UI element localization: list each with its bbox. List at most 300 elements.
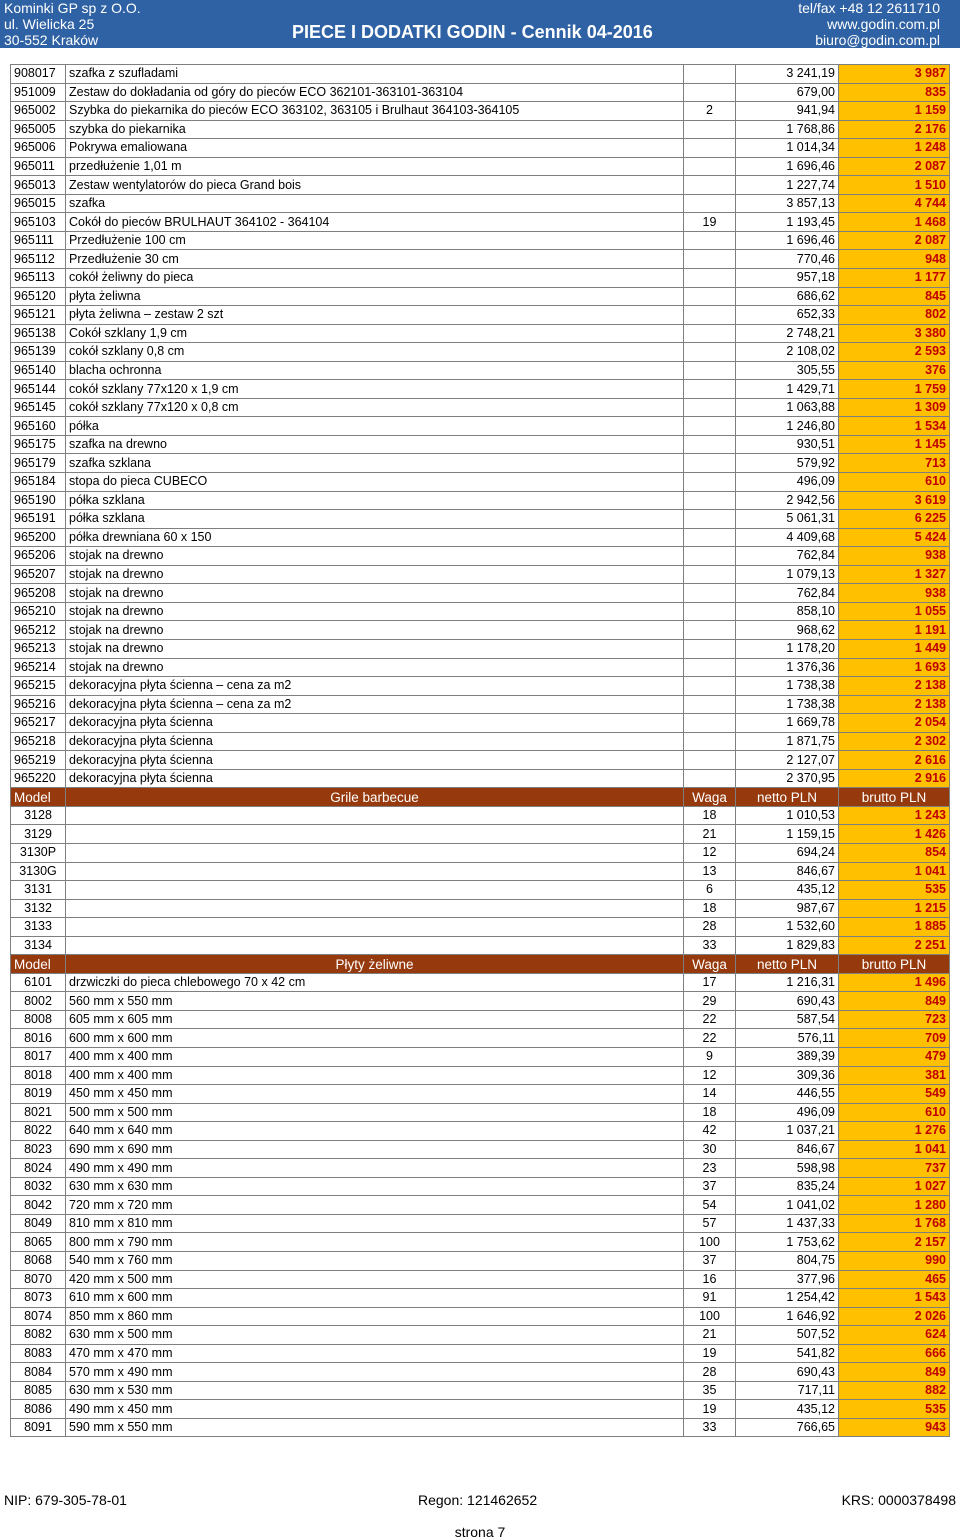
product-weight (684, 602, 736, 621)
price-netto: 1 010,53 (736, 806, 839, 825)
price-netto: 446,55 (736, 1085, 839, 1104)
price-brutto: 943 (839, 1418, 950, 1437)
product-code: 965208 (11, 584, 66, 603)
price-netto: 1 079,13 (736, 565, 839, 584)
product-code: 965145 (11, 398, 66, 417)
price-netto: 1 254,42 (736, 1289, 839, 1308)
footer-regon: Regon: 121462652 (418, 1492, 538, 1508)
table-row (11, 176, 950, 195)
product-code: 3130G (11, 862, 66, 881)
product-name: cokół szklany 77x120 x 1,9 cm (66, 380, 684, 399)
product-code: 965200 (11, 528, 66, 547)
product-weight: 54 (684, 1196, 736, 1215)
table-row (11, 1140, 950, 1159)
product-weight (684, 621, 736, 640)
product-code: 965139 (11, 343, 66, 362)
price-netto: 541,82 (736, 1344, 839, 1363)
product-name: szafka (66, 194, 684, 213)
product-weight (684, 677, 736, 696)
price-brutto: 1 215 (839, 899, 950, 918)
product-name: 640 mm x 640 mm (66, 1122, 684, 1141)
price-netto: 686,62 (736, 287, 839, 306)
product-code: 8068 (11, 1252, 66, 1271)
table-row (11, 621, 950, 640)
product-weight (684, 324, 736, 343)
price-brutto: 666 (839, 1344, 950, 1363)
product-code: 965013 (11, 176, 66, 195)
product-name: dekoracyjna płyta ścienna (66, 751, 684, 770)
col-header-brutto: brutto PLN (839, 955, 950, 974)
product-name: 690 mm x 690 mm (66, 1140, 684, 1159)
table-row (11, 639, 950, 658)
product-name: 570 mm x 490 mm (66, 1363, 684, 1382)
price-netto: 1 216,31 (736, 973, 839, 992)
price-netto: 496,09 (736, 473, 839, 492)
product-name: 810 mm x 810 mm (66, 1214, 684, 1233)
table-row (11, 380, 950, 399)
price-brutto: 2 157 (839, 1233, 950, 1252)
price-netto: 846,67 (736, 1140, 839, 1159)
price-netto: 1 696,46 (736, 157, 839, 176)
table-row (11, 714, 950, 733)
price-brutto: 3 619 (839, 491, 950, 510)
product-weight (684, 176, 736, 195)
price-brutto: 1 768 (839, 1214, 950, 1233)
price-brutto: 2 916 (839, 769, 950, 788)
price-brutto: 4 744 (839, 194, 950, 213)
document-title: PIECE I DODATKI GODIN - Cennik 04-2016 (292, 22, 653, 42)
table-row (11, 658, 950, 677)
product-weight (684, 732, 736, 751)
company-address (4, 0, 141, 48)
product-name: dekoracyjna płyta ścienna (66, 769, 684, 788)
product-weight (684, 435, 736, 454)
product-code: 965120 (11, 287, 66, 306)
price-netto: 957,18 (736, 269, 839, 288)
product-name: cokół szklany 77x120 x 0,8 cm (66, 398, 684, 417)
table-row (11, 491, 950, 510)
table-row (11, 231, 950, 250)
company-contact (798, 0, 940, 48)
product-name: cokół żeliwny do pieca (66, 269, 684, 288)
price-netto: 309,36 (736, 1066, 839, 1085)
product-code: 8018 (11, 1066, 66, 1085)
product-name: półka szklana (66, 510, 684, 529)
product-name: stojak na drewno (66, 621, 684, 640)
table-row (11, 584, 950, 603)
price-netto: 1 768,86 (736, 120, 839, 139)
product-weight: 17 (684, 973, 736, 992)
product-name: 490 mm x 450 mm (66, 1400, 684, 1419)
product-code: 3133 (11, 918, 66, 937)
table-row (11, 1344, 950, 1363)
product-code: 8083 (11, 1344, 66, 1363)
table-row (11, 992, 950, 1011)
price-brutto: 1 693 (839, 658, 950, 677)
price-brutto: 849 (839, 992, 950, 1011)
price-brutto: 5 424 (839, 528, 950, 547)
product-code: 8023 (11, 1140, 66, 1159)
product-weight: 14 (684, 1085, 736, 1104)
price-netto: 1 376,36 (736, 658, 839, 677)
product-name: półka szklana (66, 491, 684, 510)
price-brutto: 3 380 (839, 324, 950, 343)
product-weight: 33 (684, 936, 736, 955)
table-row (11, 565, 950, 584)
product-name: stojak na drewno (66, 639, 684, 658)
section-grile-header (11, 788, 950, 807)
product-name (66, 936, 684, 955)
product-name: Cokół do pieców BRULHAUT 364102 - 364104 (66, 213, 684, 232)
price-brutto: 2 251 (839, 936, 950, 955)
table-row (11, 881, 950, 900)
product-weight: 29 (684, 992, 736, 1011)
col-header-netto: netto PLN (736, 955, 839, 974)
product-weight: 30 (684, 1140, 736, 1159)
table-row (11, 1252, 950, 1271)
product-code: 8016 (11, 1029, 66, 1048)
price-netto: 652,33 (736, 306, 839, 325)
product-code: 965219 (11, 751, 66, 770)
product-weight: 19 (684, 213, 736, 232)
product-code: 3134 (11, 936, 66, 955)
price-brutto: 624 (839, 1326, 950, 1345)
table-row (11, 1029, 950, 1048)
price-brutto: 1 027 (839, 1177, 950, 1196)
product-weight (684, 695, 736, 714)
table-row (11, 306, 950, 325)
col-header-model: Model (11, 955, 66, 974)
product-code: 965144 (11, 380, 66, 399)
table-row (11, 324, 950, 343)
price-brutto: 1 177 (839, 269, 950, 288)
price-netto: 930,51 (736, 435, 839, 454)
product-weight: 16 (684, 1270, 736, 1289)
price-brutto: 535 (839, 881, 950, 900)
table-row (11, 936, 950, 955)
table-row (11, 547, 950, 566)
table-row (11, 1085, 950, 1104)
price-netto: 4 409,68 (736, 528, 839, 547)
price-brutto: 1 145 (839, 435, 950, 454)
product-name: Pokrywa emaliowana (66, 139, 684, 158)
product-name: 450 mm x 450 mm (66, 1085, 684, 1104)
price-netto: 496,09 (736, 1103, 839, 1122)
product-code: 965011 (11, 157, 66, 176)
col-header-waga: Waga (684, 955, 736, 974)
product-code: 965190 (11, 491, 66, 510)
price-brutto: 1 248 (839, 139, 950, 158)
product-name: Przedłużenie 100 cm (66, 231, 684, 250)
page-header (0, 0, 960, 48)
price-netto: 3 857,13 (736, 194, 839, 213)
product-code: 3130P (11, 843, 66, 862)
price-netto: 2 942,56 (736, 491, 839, 510)
table-row (11, 194, 950, 213)
company-phone: tel/fax +48 12 2611710 (798, 0, 940, 16)
product-weight (684, 528, 736, 547)
product-name: 850 mm x 860 mm (66, 1307, 684, 1326)
product-name: 720 mm x 720 mm (66, 1196, 684, 1215)
price-brutto: 709 (839, 1029, 950, 1048)
product-code: 965112 (11, 250, 66, 269)
product-name: Cokół szklany 1,9 cm (66, 324, 684, 343)
product-code: 8032 (11, 1177, 66, 1196)
product-code: 8049 (11, 1214, 66, 1233)
product-code: 965212 (11, 621, 66, 640)
product-weight (684, 547, 736, 566)
product-code: 965113 (11, 269, 66, 288)
table-row (11, 1122, 950, 1141)
product-weight: 100 (684, 1307, 736, 1326)
price-netto: 2 748,21 (736, 324, 839, 343)
product-code: 951009 (11, 83, 66, 102)
price-list-table (10, 64, 950, 1437)
product-code: 965005 (11, 120, 66, 139)
table-row (11, 1233, 950, 1252)
product-weight (684, 343, 736, 362)
price-brutto: 2 176 (839, 120, 950, 139)
table-row (11, 825, 950, 844)
price-brutto: 376 (839, 361, 950, 380)
price-brutto: 1 510 (839, 176, 950, 195)
product-name: dekoracyjna płyta ścienna – cena za m2 (66, 677, 684, 696)
product-weight: 13 (684, 862, 736, 881)
product-code: 965210 (11, 602, 66, 621)
table-row (11, 843, 950, 862)
price-netto: 579,92 (736, 454, 839, 473)
price-netto: 1 041,02 (736, 1196, 839, 1215)
product-name: 600 mm x 600 mm (66, 1029, 684, 1048)
price-brutto: 1 243 (839, 806, 950, 825)
product-name: dekoracyjna płyta ścienna – cena za m2 (66, 695, 684, 714)
price-netto: 5 061,31 (736, 510, 839, 529)
product-weight (684, 584, 736, 603)
price-brutto: 535 (839, 1400, 950, 1419)
product-weight: 42 (684, 1122, 736, 1141)
product-name: Zestaw wentylatorów do pieca Grand bois (66, 176, 684, 195)
product-code: 3129 (11, 825, 66, 844)
price-brutto: 549 (839, 1085, 950, 1104)
table-row (11, 1103, 950, 1122)
price-brutto: 948 (839, 250, 950, 269)
product-name: Zestaw do dokładania od góry do pieców ECO 362101-363101-363104 (66, 83, 684, 102)
price-netto: 1 437,33 (736, 1214, 839, 1233)
product-code: 8002 (11, 992, 66, 1011)
price-brutto: 1 468 (839, 213, 950, 232)
product-code: 3131 (11, 881, 66, 900)
product-code: 965220 (11, 769, 66, 788)
price-netto: 1 227,74 (736, 176, 839, 195)
price-netto: 1 829,83 (736, 936, 839, 955)
price-netto: 762,84 (736, 584, 839, 603)
product-weight (684, 306, 736, 325)
product-code: 8065 (11, 1233, 66, 1252)
price-netto: 305,55 (736, 361, 839, 380)
price-netto: 1 871,75 (736, 732, 839, 751)
price-netto: 1 738,38 (736, 677, 839, 696)
product-weight (684, 510, 736, 529)
product-code: 8070 (11, 1270, 66, 1289)
product-code: 965213 (11, 639, 66, 658)
price-brutto: 465 (839, 1270, 950, 1289)
price-brutto: 849 (839, 1363, 950, 1382)
price-netto: 389,39 (736, 1047, 839, 1066)
product-name: dekoracyjna płyta ścienna (66, 732, 684, 751)
product-name (66, 918, 684, 937)
price-netto: 690,43 (736, 992, 839, 1011)
company-email[interactable]: biuro@godin.com.pl (815, 32, 940, 48)
price-brutto: 882 (839, 1381, 950, 1400)
product-code: 8086 (11, 1400, 66, 1419)
section-plyty-header (11, 955, 950, 974)
product-weight: 12 (684, 843, 736, 862)
product-name: 490 mm x 490 mm (66, 1159, 684, 1178)
product-weight: 6 (684, 881, 736, 900)
table-row (11, 435, 950, 454)
plyty-rows (11, 973, 950, 1437)
price-netto: 766,65 (736, 1418, 839, 1437)
product-name: 590 mm x 550 mm (66, 1418, 684, 1437)
price-netto: 3 241,19 (736, 65, 839, 84)
price-brutto: 2 616 (839, 751, 950, 770)
product-name: półka drewniana 60 x 150 (66, 528, 684, 547)
table-row (11, 862, 950, 881)
product-name (66, 806, 684, 825)
price-netto: 690,43 (736, 1363, 839, 1382)
product-weight: 2 (684, 102, 736, 121)
price-brutto: 835 (839, 83, 950, 102)
price-brutto: 1 426 (839, 825, 950, 844)
product-code: 8074 (11, 1307, 66, 1326)
product-code: 8022 (11, 1122, 66, 1141)
table-row (11, 1307, 950, 1326)
table-row (11, 361, 950, 380)
price-netto: 2 127,07 (736, 751, 839, 770)
table-row (11, 695, 950, 714)
product-weight (684, 287, 736, 306)
product-weight: 18 (684, 899, 736, 918)
product-name: drzwiczki do pieca chlebowego 70 x 42 cm (66, 973, 684, 992)
price-netto: 1 738,38 (736, 695, 839, 714)
product-code: 8008 (11, 1010, 66, 1029)
price-brutto: 1 041 (839, 862, 950, 881)
price-netto: 1 246,80 (736, 417, 839, 436)
company-website[interactable]: www.godin.com.pl (827, 16, 940, 32)
price-netto: 435,12 (736, 1400, 839, 1419)
table-row (11, 139, 950, 158)
product-weight (684, 714, 736, 733)
table-row (11, 343, 950, 362)
table-row (11, 732, 950, 751)
col-header-brutto: brutto PLN (839, 788, 950, 807)
price-brutto: 381 (839, 1066, 950, 1085)
product-weight (684, 454, 736, 473)
product-code: 965207 (11, 565, 66, 584)
product-weight: 23 (684, 1159, 736, 1178)
product-weight (684, 139, 736, 158)
table-row (11, 528, 950, 547)
product-name: szafka z szufladami (66, 65, 684, 84)
product-weight: 28 (684, 918, 736, 937)
product-weight: 19 (684, 1344, 736, 1363)
table-row (11, 769, 950, 788)
price-brutto: 1 041 (839, 1140, 950, 1159)
product-name: płyta żeliwna (66, 287, 684, 306)
company-street: ul. Wielicka 25 (4, 16, 95, 32)
price-netto: 435,12 (736, 881, 839, 900)
product-code: 8073 (11, 1289, 66, 1308)
table-row (11, 269, 950, 288)
product-name: Szybka do piekarnika do pieców ECO 363102, 363105 i Brulhaut 364103-364105 (66, 102, 684, 121)
price-netto: 2 370,95 (736, 769, 839, 788)
price-netto: 804,75 (736, 1252, 839, 1271)
product-code: 8024 (11, 1159, 66, 1178)
price-netto: 587,54 (736, 1010, 839, 1029)
table-row (11, 1418, 950, 1437)
price-netto: 846,67 (736, 862, 839, 881)
product-code: 965121 (11, 306, 66, 325)
product-name: 470 mm x 470 mm (66, 1344, 684, 1363)
product-name: dekoracyjna płyta ścienna (66, 714, 684, 733)
product-code: 965218 (11, 732, 66, 751)
product-weight: 18 (684, 806, 736, 825)
product-name (66, 899, 684, 918)
product-name: cokół szklany 0,8 cm (66, 343, 684, 362)
accessories-rows (11, 65, 950, 788)
table-row (11, 287, 950, 306)
table-row (11, 1400, 950, 1419)
price-netto: 770,46 (736, 250, 839, 269)
price-brutto: 2 138 (839, 677, 950, 696)
product-code: 965138 (11, 324, 66, 343)
product-name: stojak na drewno (66, 658, 684, 677)
product-weight: 35 (684, 1381, 736, 1400)
price-netto: 941,94 (736, 102, 839, 121)
product-name: szafka na drewno (66, 435, 684, 454)
product-weight: 9 (684, 1047, 736, 1066)
product-weight (684, 65, 736, 84)
price-netto: 1 753,62 (736, 1233, 839, 1252)
product-weight: 19 (684, 1400, 736, 1419)
product-name: szafka szklana (66, 454, 684, 473)
product-code: 3132 (11, 899, 66, 918)
price-brutto: 1 885 (839, 918, 950, 937)
product-code: 965175 (11, 435, 66, 454)
product-code: 965184 (11, 473, 66, 492)
table-row (11, 1196, 950, 1215)
product-code: 965006 (11, 139, 66, 158)
product-weight (684, 250, 736, 269)
table-row (11, 918, 950, 937)
product-code: 965214 (11, 658, 66, 677)
table-row (11, 1066, 950, 1085)
price-netto: 835,24 (736, 1177, 839, 1196)
product-weight: 22 (684, 1029, 736, 1048)
price-brutto: 2 026 (839, 1307, 950, 1326)
table-row (11, 677, 950, 696)
product-weight (684, 565, 736, 584)
table-row (11, 120, 950, 139)
product-weight: 18 (684, 1103, 736, 1122)
product-name: 420 mm x 500 mm (66, 1270, 684, 1289)
table-row (11, 1381, 950, 1400)
price-brutto: 1 280 (839, 1196, 950, 1215)
section-title: Płyty żeliwne (66, 955, 684, 974)
price-brutto: 2 138 (839, 695, 950, 714)
price-brutto: 2 087 (839, 157, 950, 176)
price-brutto: 2 087 (839, 231, 950, 250)
